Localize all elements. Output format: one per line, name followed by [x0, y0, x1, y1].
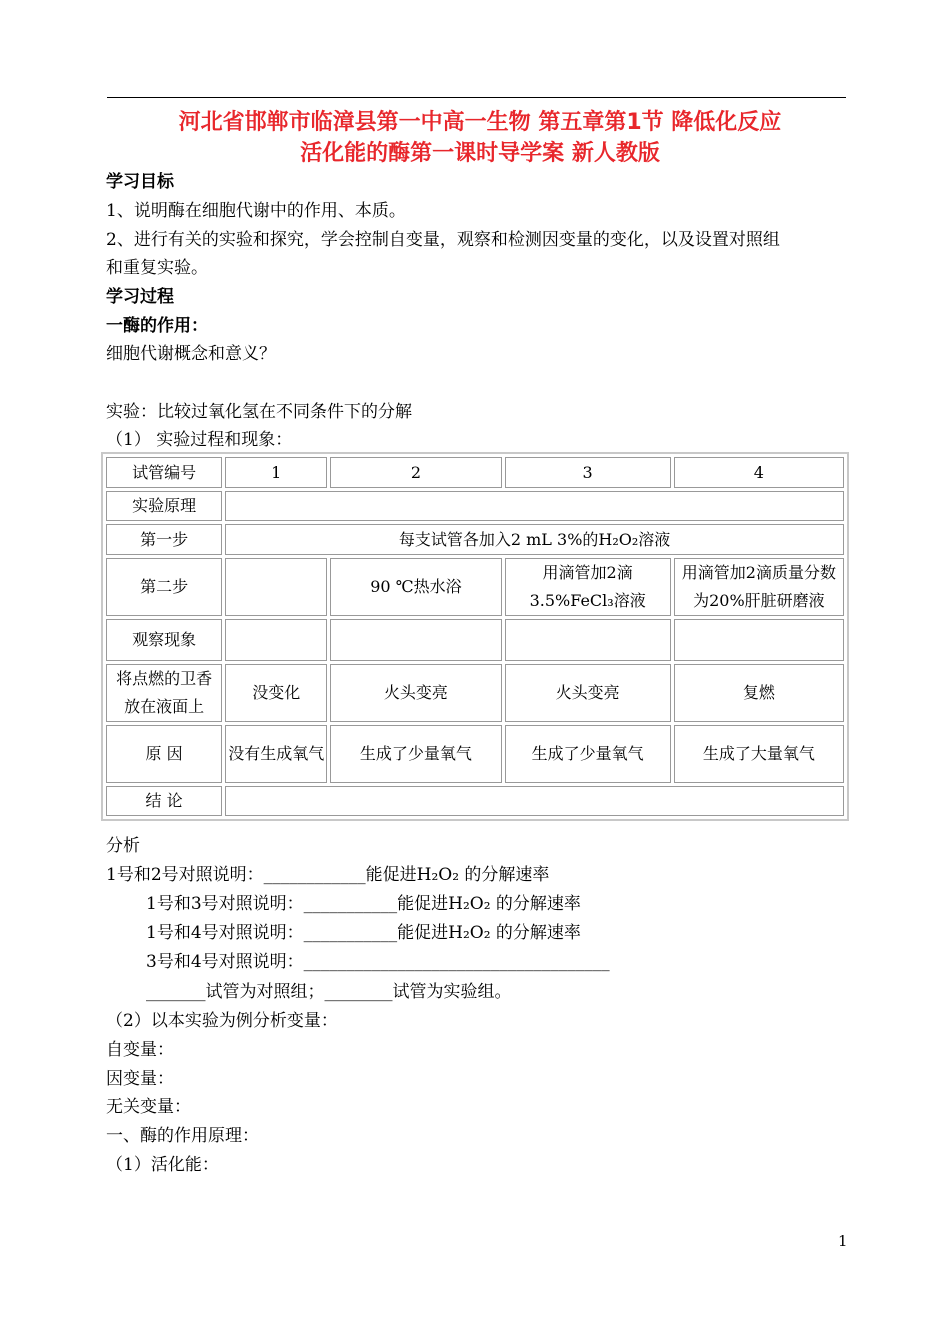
reason-cell: 生成了少量氧气 — [505, 725, 671, 783]
table-row — [106, 491, 844, 521]
observe-cell — [674, 619, 844, 661]
observe-cell — [225, 619, 327, 661]
header-cell: 试管编号 — [106, 457, 222, 488]
page-number: 1 — [838, 1232, 848, 1250]
incense-cell: 火头变亮 — [505, 664, 671, 722]
step1-cell: 每支试管各加入2 mL 3%的H₂O₂溶液 — [225, 524, 844, 555]
section-process: 学习过程 — [106, 287, 174, 307]
reason-cell: 生成了少量氧气 — [330, 725, 501, 783]
step2-cell: 用滴管加2滴3.5%FeCl₃溶液 — [505, 558, 671, 616]
section-objectives: 学习目标 — [106, 172, 174, 192]
row-label: 实验原理 — [106, 491, 222, 521]
irrelevant-variable: 无关变量： — [106, 1097, 191, 1117]
row-label: 第一步 — [106, 524, 222, 555]
doc-title-line1: 河北省邯郸市临漳县第一中高一生物 第五章第1节 降低化反应 — [178, 110, 782, 135]
objective-2: 2、进行有关的实验和探究，学会控制自变量，观察和检测因变量的变化，以及设置对照组 — [106, 230, 780, 250]
conclusion-cell — [225, 786, 844, 816]
table-row — [106, 457, 844, 488]
row-label: 原 因 — [106, 725, 222, 783]
header-cell: 3 — [505, 457, 671, 488]
independent-variable: 自变量： — [106, 1040, 174, 1060]
analysis-line-3: 1号和4号对照说明：___________能促进H₂O₂ 的分解速率 — [146, 923, 581, 943]
variables-intro: （2）以本实验为例分析变量： — [106, 1011, 338, 1031]
activation-energy: （1）活化能： — [106, 1155, 219, 1175]
row-label: 结 论 — [106, 786, 222, 816]
header-cell: 2 — [330, 457, 501, 488]
analysis-line-2: 1号和3号对照说明：___________能促进H₂O₂ 的分解速率 — [146, 894, 581, 914]
observe-cell — [330, 619, 501, 661]
table-row — [106, 619, 844, 661]
reason-cell: 生成了大量氧气 — [674, 725, 844, 783]
principle-section: 一、酶的作用原理： — [106, 1126, 259, 1146]
question-metabolism: 细胞代谢概念和意义？ — [106, 344, 276, 364]
row-label: 将点燃的卫香放在液面上 — [106, 664, 222, 722]
principle-cell — [225, 491, 844, 521]
step2-cell: 90 ℃热水浴 — [330, 558, 501, 616]
experiment-title: 实验：比较过氧化氢在不同条件下的分解 — [106, 402, 412, 422]
analysis-line-1: 1号和2号对照说明：____________能促进H₂O₂ 的分解速率 — [106, 865, 550, 885]
row-label: 观察现象 — [106, 619, 222, 661]
header-cell: 4 — [674, 457, 844, 488]
subsection-enzyme-role: 一酶的作用： — [106, 316, 208, 336]
table-row — [106, 664, 844, 722]
incense-cell: 火头变亮 — [330, 664, 501, 722]
step2-cell: 用滴管加2滴质量分数为20%肝脏研磨液 — [674, 558, 844, 616]
header-rule — [107, 97, 846, 98]
table-row — [106, 558, 844, 616]
dependent-variable: 因变量： — [106, 1069, 174, 1089]
objective-1: 1、说明酶在细胞代谢中的作用、本质。 — [106, 201, 406, 221]
analysis-line-5: _______试管为对照组；________试管为实验组。 — [146, 982, 512, 1002]
observe-cell — [505, 619, 671, 661]
analysis-label: 分析 — [106, 836, 140, 856]
row-label: 第二步 — [106, 558, 222, 616]
table-row — [106, 524, 844, 555]
incense-cell: 没变化 — [225, 664, 327, 722]
analysis-line-4: 3号和4号对照说明：____________________________________ — [146, 952, 610, 972]
experiment-table — [101, 452, 849, 821]
header-cell: 1 — [225, 457, 327, 488]
objective-2-cont: 和重复实验。 — [106, 258, 208, 278]
incense-cell: 复燃 — [674, 664, 844, 722]
reason-cell: 没有生成氧气 — [225, 725, 327, 783]
experiment-step1: （1） 实验过程和现象： — [106, 430, 293, 450]
doc-title-line2: 活化能的酶第一课时导学案 新人教版 — [300, 141, 660, 166]
table-row — [106, 786, 844, 816]
step2-cell — [225, 558, 327, 616]
table-row — [106, 725, 844, 783]
